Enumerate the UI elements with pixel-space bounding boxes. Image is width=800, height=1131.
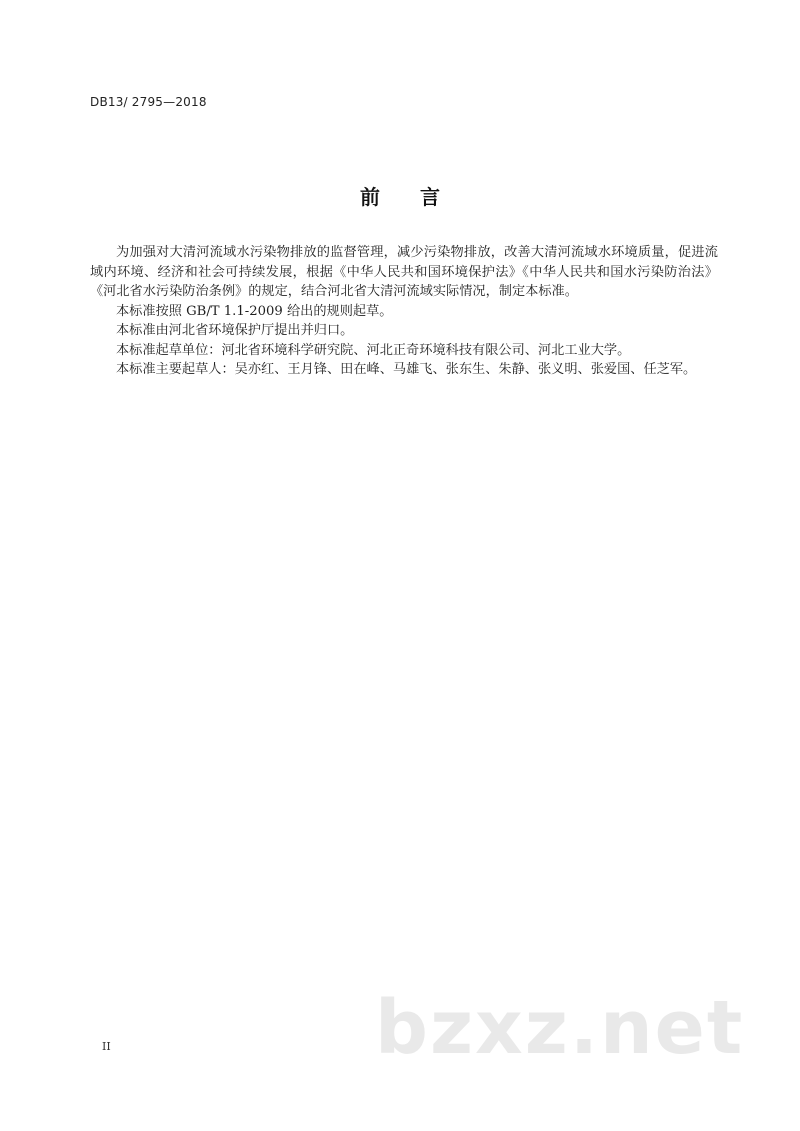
document-code: DB13/ 2795—2018 [90, 95, 207, 109]
paragraph-drafting-units: 本标准起草单位：河北省环境科学研究院、河北正奇环境科技有限公司、河北工业大学。 [116, 342, 631, 358]
paragraph-proposer: 本标准由河北省环境保护厅提出并归口。 [116, 323, 354, 338]
page-title [0, 181, 800, 210]
watermark: bzxz.net [375, 985, 745, 1071]
title-char-2: 言 [420, 185, 440, 209]
paragraph-purpose: 为加强对大清河流域水污染物排放的监督管理，减少污染物排放，改善大清河流域水环境质量，促进流域内环境、经济和社会可持续发展，根据《中华人民共和国环境保护法》《中华人民共和国水污染防治法》《河北省水污染防治条例》的规定，结合河北省大清河流域实际情况，制定本标准。 [90, 245, 718, 299]
page-number: II [102, 1040, 111, 1053]
paragraph-drafters: 本标准主要起草人：吴亦红、王月锋、田在峰、马雄飞、张东生、朱静、张义明、张爱国、任芝军。 [116, 362, 697, 377]
foreword-body [90, 243, 718, 380]
paragraph-drafting-rules: 本标准按照 GB/T 1.1-2009 给出的规则起草。 [116, 303, 393, 319]
title-char-1: 前 [360, 185, 380, 209]
